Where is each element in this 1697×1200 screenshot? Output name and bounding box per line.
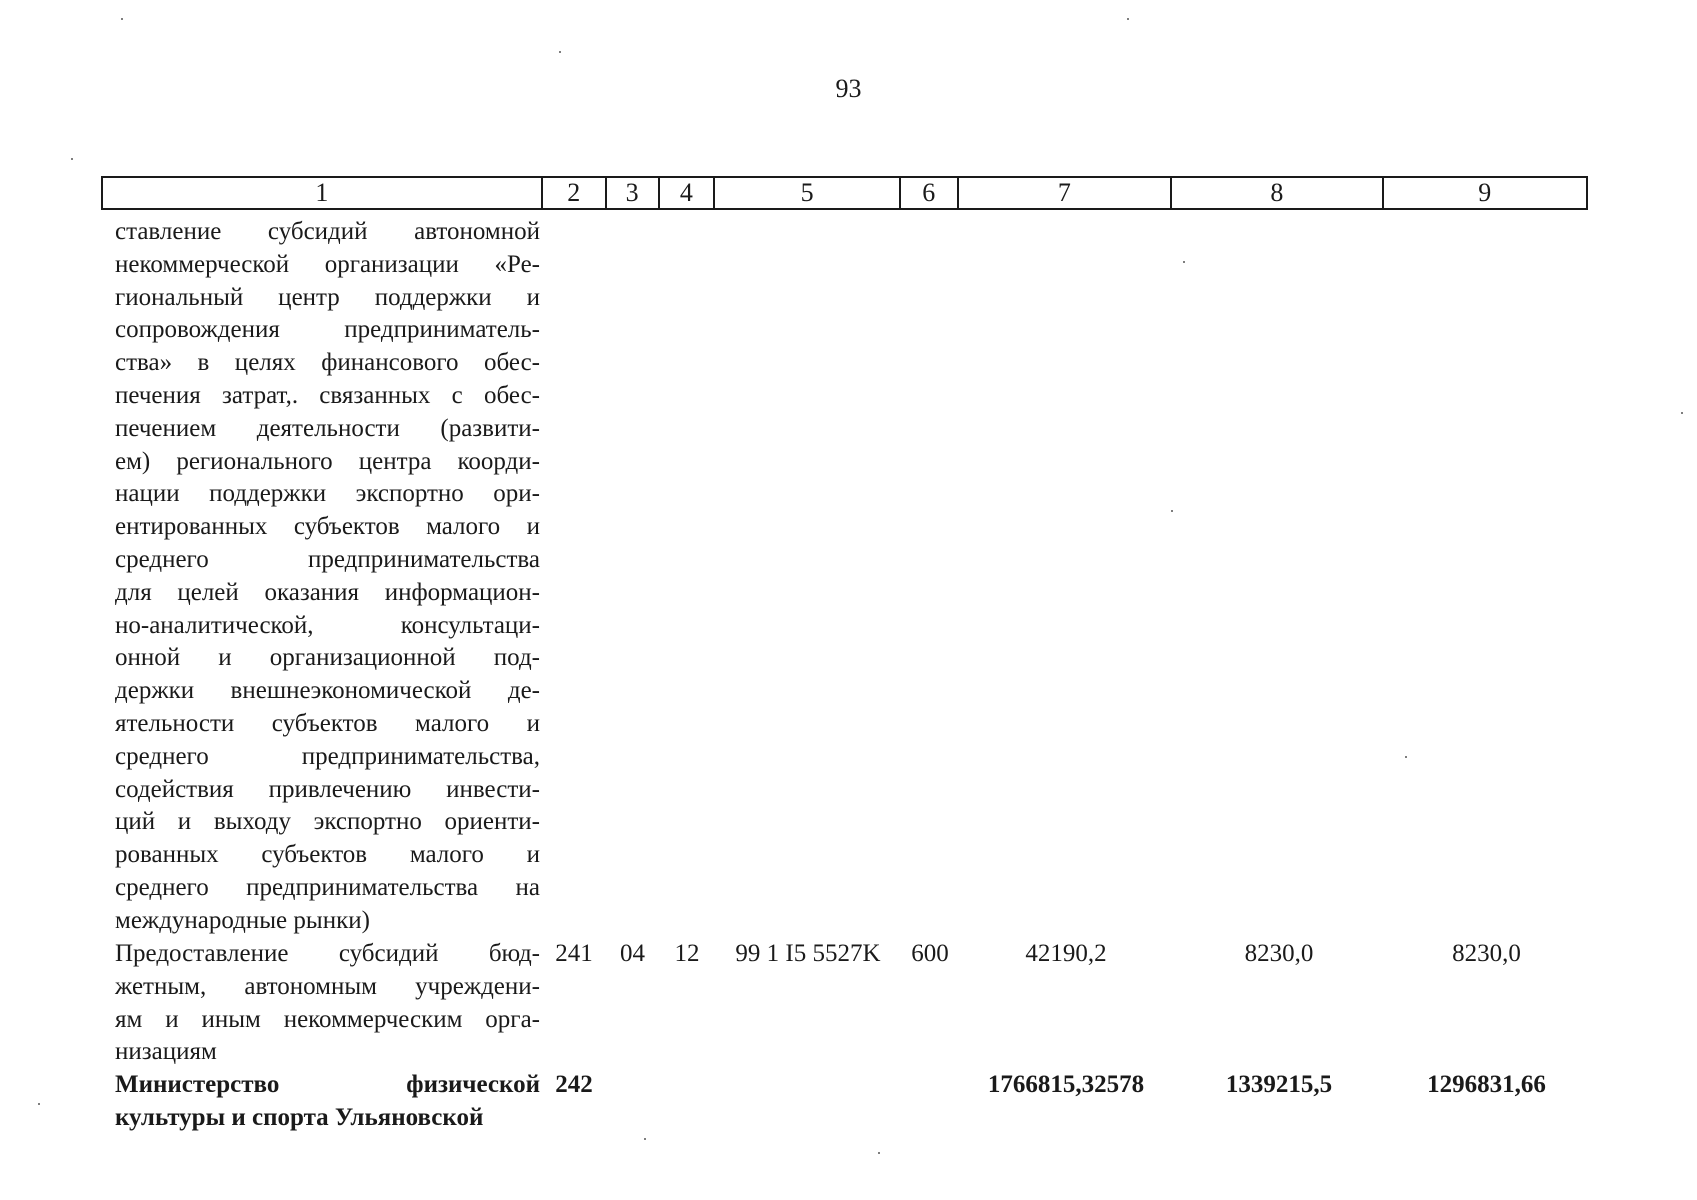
scan-speck [71, 158, 73, 160]
desc-line: ства» в целях финансового обес- [115, 349, 540, 377]
scan-speck [1405, 756, 1407, 758]
desc-line: среднего предпринимательства, [115, 742, 540, 770]
table-header [101, 176, 1588, 210]
desc-line: онной и организационной под- [115, 644, 540, 672]
header-col-1: 1 [103, 178, 543, 208]
header-col-8: 8 [1172, 178, 1383, 208]
cell-col-6 [901, 216, 959, 938]
table-row [101, 216, 1588, 938]
desc-line: нации поддержки экспортно ори- [115, 480, 540, 508]
cell-col-9 [1385, 216, 1588, 938]
cell-col-5: 99 1 I5 5527K [735, 940, 881, 967]
cell-col-9: 1296831,66 [1427, 1071, 1546, 1098]
cell-col-2: 241 [555, 940, 593, 967]
cell-col-8 [1173, 216, 1385, 938]
header-col-6: 6 [901, 178, 959, 208]
desc-line: печением деятельности (развити- [115, 414, 540, 442]
cell-col-4 [659, 216, 715, 938]
cell-col-8: 1339215,5 [1225, 1071, 1333, 1098]
desc-line: но-аналитической, консультаци- [115, 611, 540, 639]
cell-col-3 [606, 1069, 659, 1135]
cell-col-6 [901, 1069, 959, 1135]
desc-line: ятельности субъектов малого и [115, 709, 540, 737]
header-col-9: 9 [1478, 178, 1492, 207]
desc-line: содействия привлечению инвести- [115, 775, 540, 803]
desc-line: некоммерческой организации «Ре- [115, 250, 540, 278]
desc-line: гиональный центр поддержки и [115, 283, 540, 311]
cell-col-4 [659, 1069, 715, 1135]
header-col-3: 3 [607, 178, 660, 208]
desc-line: Предоставление субсидий бюд- [115, 940, 540, 967]
row-description [101, 1069, 542, 1135]
header-col-2: 2 [543, 178, 607, 208]
header-col-5: 5 [715, 178, 901, 208]
desc-line: международные рынки) [115, 906, 370, 934]
row-description [101, 938, 542, 1069]
cell-col-2: 242 [555, 1071, 593, 1098]
desc-line: среднего предпринимательства на [115, 873, 540, 901]
desc-line: ставление субсидий автономной [115, 218, 540, 245]
desc-line: ем) регионального центра коорди- [115, 447, 540, 475]
scan-speck [1127, 18, 1129, 20]
desc-line: держки внешнеэкономической де- [115, 677, 540, 705]
cell-col-2 [542, 216, 606, 938]
desc-line: ям и иным некоммерческим орга- [115, 1005, 540, 1033]
header-col-7: 7 [959, 178, 1172, 208]
desc-line: ентированных субъектов малого и [115, 513, 540, 541]
cell-col-7 [959, 216, 1173, 938]
cell-col-9: 8230,0 [1452, 940, 1521, 967]
cell-col-4: 12 [674, 940, 700, 967]
scan-speck [1171, 510, 1173, 512]
desc-line: Министерство физической [115, 1071, 540, 1098]
table-row [101, 938, 1588, 1069]
scan-speck [1681, 412, 1683, 414]
cell-col-3: 04 [620, 940, 645, 967]
page-number: 93 [835, 74, 862, 103]
scan-speck [559, 51, 561, 53]
desc-line: ций и выходу экспортно ориенти- [115, 808, 540, 836]
desc-line: низациям [115, 1038, 217, 1066]
cell-col-6: 600 [911, 940, 949, 967]
row-description [101, 216, 542, 938]
desc-line: для целей оказания информацион- [115, 578, 540, 606]
desc-line: рованных субъектов малого и [115, 841, 540, 869]
desc-line: среднего предпринимательства [115, 545, 540, 573]
cell-col-3 [606, 216, 659, 938]
cell-col-5 [715, 216, 901, 938]
desc-line: сопровождения предприниматель- [115, 316, 540, 344]
cell-col-8: 8230,0 [1244, 940, 1314, 967]
cell-col-7: 42190,2 [1025, 940, 1107, 967]
table-row [101, 1069, 1588, 1135]
scan-speck [121, 18, 123, 20]
scan-speck [878, 1152, 880, 1154]
scan-speck [644, 1138, 646, 1140]
desc-line: жетным, автономным учреждени- [115, 972, 540, 1000]
header-col-4: 4 [660, 178, 716, 208]
cell-col-7: 1766815,32578 [987, 1071, 1145, 1098]
desc-line: печения затрат,. связанных с обес- [115, 381, 540, 409]
cell-col-5 [715, 1069, 901, 1135]
desc-line: культуры и спорта Ульяновской [115, 1103, 484, 1131]
scan-speck [38, 1103, 40, 1105]
scan-speck [1183, 261, 1185, 263]
